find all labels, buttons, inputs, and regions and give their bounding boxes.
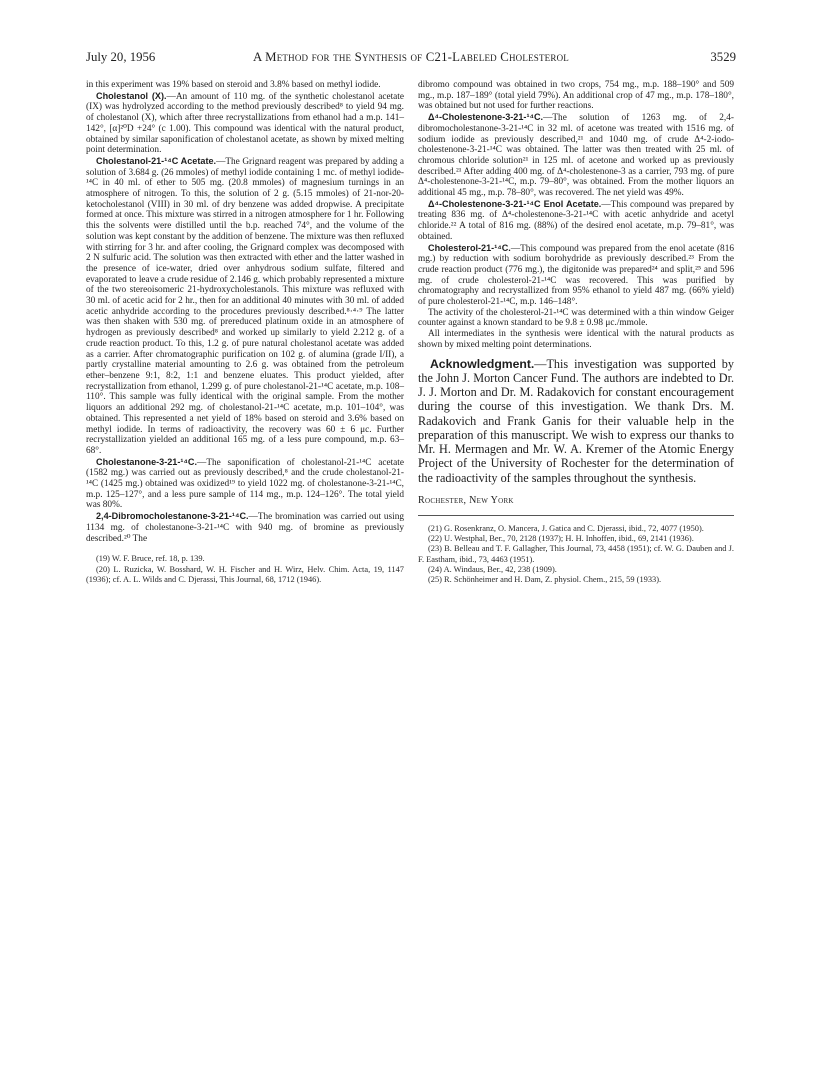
paragraph-text: —The Grignard reagent was prepared by adding a solution of 3.684 g. (26 mmoles) of methyl iodide containing 1 mc. of methyl iodide-¹⁴C in 40 ml. of ether to 505 mg. (20.8 mmoles) of magnesium turnings in an atmosphere of nitrogen. To this, the solution of 2 g. (5.15 mmoles) of 21-nor-20-ketocholestanol (VIII) in 30 ml. of dry benzene was added dropwise. A precipitate formed at once. This mixture was stirred in a nitrogen atmosphere for 1 hr. Following this the solvents were distilled until the b.p. reached 74°, and the volume of the solution was kept constant by the addition of benzene. The mixture was then refluxed with stirring for 3 hr. and after cooling, the Grignard complex was decomposed with 2 N sulfuric acid. The solution was then extracted with ether and the latter washed in the presence of ice-water, dried over anhydrous sodium sulfate, filtered and evaporated to leave a crude residue of 2.146 g. which probably represented a mixture of the two stereoisomeric 21-hydroxycholestanols. This mixture was refluxed with 30 ml. of acetic acid for 2 hr., then for an additional 40 minutes with 30 ml. of added acetic anhydride according to the procedures previously described.⁸·⁴·⁹ The latter was then shaken with 530 mg. of prereduced platinum oxide in an atmosphere of hydrogen as previously described⁸ and worked up similarly to yield 2.212 g. of a crude reaction product. To this, 1.2 g. of pure natural cholestanol acetate was added as a carrier. After chromatographic purification on 102 g. of alumina (grade I/II), a partly crystalline material amounting to 2.6 g. was obtained from the petroleum ether–benzene 9:1, 8:2, 1:1 and benzene eluates. This product yielded, after recrystallization from ethanol, 1.299 g. of pure cholestanol-21-¹⁴C acetate, m.p. 108–110°. This sample was fully identical with the original sample. From the mother liquors an additional 292 mg. of cholestanol-21-¹⁴C acetate, m.p. 101–104°, was obtained. This represented a net yield of 18% based on steroid and 3.6% based on methyl iodide. In terms of radioactivity, the recovery was 60 ± 6 μc. Further recrystallization yielded an additional 165 mg. of a less pure compound, m.p. 63–68°. <box>86 156 404 456</box>
section-title: Cholestanone-3-21-¹⁴C. <box>96 456 198 467</box>
paragraph: The activity of the cholesterol-21-¹⁴C was determined with a thin window Geiger counter against a known standard to be 9.8 ± 0.98 μc./mmole. <box>418 307 734 329</box>
paragraph-text: —This compound was prepared by treating 836 mg. of Δ⁴-cholestenone-3-21-¹⁴C with acetic anhydride and acetyl chloride.²² A total of 816 mg. (88%) of the desired enol acetate, m.p. 79–81°, was obtained. <box>418 199 734 242</box>
footnotes <box>86 554 404 585</box>
paragraph: in this experiment was 19% based on steroid and 3.8% based on methyl iodide. <box>86 80 381 90</box>
footnote: (20) L. Ruzicka, W. Bosshard, W. H. Fischer and H. Wirz, Helv. Chim. Acta, 19, 1147 (1936); cf. A. L. Wilds and C. Djerassi, This Journal, 68, 1712 (1946). <box>86 564 404 584</box>
paragraph: dibromo compound was obtained in two crops, 754 mg., m.p. 188–190° and 509 mg., m.p. 187–189° (total yield 79%). An additional crop of 47 mg., m.p. 178–180°, was obtained but not used for further reactions. <box>418 80 734 112</box>
paragraph: All intermediates in the synthesis were identical with the natural products as shown by mixed melting point determinations. <box>418 329 734 350</box>
running-title: A Method for the Synthesis of C21-Labeled Cholesterol <box>253 50 569 64</box>
paragraph <box>418 112 734 199</box>
acknowledgment-title: Acknowledgment. <box>430 356 535 371</box>
footnote: (21) G. Rosenkranz, O. Mancera, J. Gatica and C. Djerassi, ibid., 72, 4077 (1950). <box>428 523 704 533</box>
paragraph-text: —The bromination was carried out using 1134 mg. of cholestanone-3-21-¹⁴C with 940 mg. of bromine as previously described.²⁰ The <box>86 512 404 544</box>
section-title: Cholesterol-21-¹⁴C. <box>428 242 511 253</box>
section-title: 2,4-Dibromocholestanone-3-21-¹⁴C. <box>96 511 249 522</box>
footnotes <box>418 524 734 586</box>
paragraph-text: —An amount of 110 mg. of the synthetic cholestanol acetate (IX) was hydrolyzed according to the method previously described⁸ to yield 94 mg. of cholestanol (X), which after three recrystallizations from ethanol had a m.p. 141–142°, [α]²⁰D +24° (c 1.00). This compound was identical with the natural product, obtained by similar saponification of cholestanol acetate, as shown by mixed melting point determination. <box>86 91 404 156</box>
paragraph <box>86 457 404 512</box>
acknowledgment <box>418 357 734 485</box>
footnote: (23) B. Belleau and T. F. Gallagher, This Journal, 73, 4458 (1951); cf. W. G. Dauben and J. F. Eastham, ibid., 73, 4463 (1951). <box>418 544 734 564</box>
section-title: Δ⁴-Cholestenone-3-21-¹⁴C. <box>428 112 544 123</box>
footnote: (19) W. F. Bruce, ref. 18, p. 139. <box>96 554 205 564</box>
paragraph <box>86 156 404 457</box>
paragraph <box>418 243 734 308</box>
footnote: (22) U. Westphal, Ber., 70, 2128 (1937); H. H. Inhoffen, ibid., 69, 2141 (1936). <box>428 534 694 544</box>
acknowledgment-text: —This investigation was supported by the John J. Morton Cancer Fund. The authors are indebted to Dr. J. J. Morton and Dr. M. Radakovich for constant encouragement during the course of this investigation. We thank Drs. M. Radakovich and Frank Ganis for their valuable help in the preparation of this manuscript. We wish to express our thanks to Mr. H. Mermagen and Mr. W. A. Kremer of the Atomic Energy Project of the University of Rochester for the determination of the radioactivity of the samples throughout the synthesis. <box>418 356 734 485</box>
section-title: Δ⁴-Cholestenone-3-21-¹⁴C Enol Acetate. <box>428 198 602 209</box>
page-number: 3529 <box>710 50 736 64</box>
paragraph <box>86 511 404 544</box>
footnote: (25) R. Schönheimer and H. Dam, Z. physiol. Chem., 215, 59 (1933). <box>428 575 662 585</box>
header-date: July 20, 1956 <box>86 50 156 64</box>
paragraph-text: —The saponification of cholestanol-21-¹⁴C acetate (1582 mg.) was carried out as previously described,⁸ and the crude cholestanol-21-¹⁴C (1425 mg.) obtained was oxidized¹⁹ to yield 1022 mg. of cholestanone-3-21-¹⁴C, m.p. 125–127°, and a less pure sample of 114 mg., m.p. 124–126°. The total yield was 80%. <box>86 457 404 511</box>
affiliation: Rochester, New York <box>418 494 514 506</box>
section-title: Cholestanol (X). <box>96 90 167 101</box>
left-column <box>86 80 404 585</box>
paragraph-text: —The solution of 1263 mg. of 2,4-dibromocholestanone-3-21-¹⁴C in 32 ml. of acetone was treated with 1516 mg. of sodium iodide as previously described,²¹ and 1040 mg. of crude Δ⁴-2-iodo-cholestenone-3-21-¹⁴C was obtained. The latter was then treated with 25 ml. of chromous chloride solution²¹ in 125 ml. of acetone and worked up as previously described.²¹ After adding 400 mg. of Δ⁴-cholestenone-3 as a carrier, 793 mg. of pure Δ⁴-cholestenone-3-21-¹⁴C, m.p. 79–80°, was obtained. From the mother liquors an additional 45 mg., m.p. 78–80°, was recovered. The net yield was 49%. <box>418 113 734 199</box>
footnote: (24) A. Windaus, Ber., 42, 238 (1909). <box>428 565 557 575</box>
paragraph <box>86 91 404 156</box>
footnote-divider <box>418 515 734 516</box>
page-header <box>86 50 736 70</box>
right-column <box>418 80 734 586</box>
paragraph-text: —This compound was prepared from the enol acetate (816 mg.) by reduction with sodium borohydride as previously described.²³ From the crude reaction product (776 mg.), the digitonide was prepared²⁴ and split,²⁵ and 596 mg. of crude cholesterol-21-¹⁴C was recovered. This was purified by chromatography and recrystallized from 95% ethanol to yield 487 mg. (66% yield) of pure cholesterol-21-¹⁴C, m.p. 146–148°. <box>418 243 734 308</box>
paragraph <box>418 199 734 243</box>
section-title: Cholestanol-21-¹⁴C Acetate. <box>96 155 217 166</box>
